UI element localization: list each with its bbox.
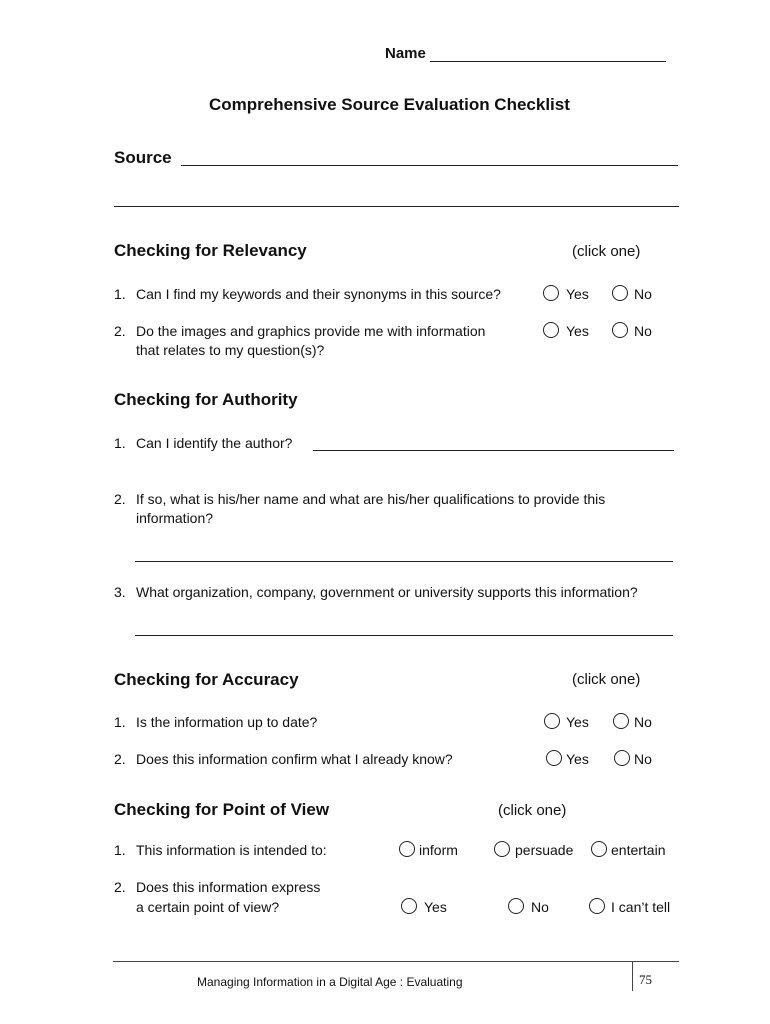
pov-q2-text-line2: a certain point of view? [136, 899, 280, 915]
accuracy-q2-text: Does this information confirm what I already know? [136, 751, 453, 767]
relevancy-q2-yes-label[interactable]: Yes [566, 323, 589, 339]
relevancy-q1-yes-radio[interactable] [543, 285, 559, 301]
accuracy-q1-text: Is the information up to date? [136, 714, 318, 730]
page-number: 75 [639, 972, 652, 987]
point-of-view-heading: Checking for Point of View [114, 800, 330, 819]
source-field-line-1[interactable] [181, 165, 678, 166]
pov-q1-inform-label[interactable]: inform [419, 842, 458, 858]
page-title: Comprehensive Source Evaluation Checklist [209, 95, 570, 114]
relevancy-heading: Checking for Relevancy [114, 241, 307, 260]
pov-q2-text-line1: Does this information express [136, 879, 321, 895]
relevancy-q2-no-label[interactable]: No [634, 323, 652, 339]
pov-q1-entertain-label[interactable]: entertain [611, 842, 666, 858]
footer-text: Managing Information in a Digital Age : Evaluating [197, 975, 463, 989]
relevancy-q2-number: 2. [114, 323, 126, 339]
name-label: Name [385, 45, 426, 62]
pov-q1-number: 1. [114, 842, 126, 858]
footer-divider [113, 961, 679, 962]
authority-heading: Checking for Authority [114, 390, 298, 409]
accuracy-q1-yes-radio[interactable] [544, 713, 560, 729]
pov-q2-no-label[interactable]: No [531, 899, 549, 915]
accuracy-q1-yes-label[interactable]: Yes [566, 714, 589, 730]
author-field[interactable] [313, 450, 674, 451]
organization-field[interactable] [135, 635, 673, 636]
relevancy-q2-text-line1: Do the images and graphics provide me with information [136, 323, 486, 339]
relevancy-q1-number: 1. [114, 286, 126, 302]
pov-q1-text: This information is intended to: [136, 842, 327, 858]
pov-q1-persuade-label[interactable]: persuade [515, 842, 574, 858]
relevancy-q1-yes-label[interactable]: Yes [566, 286, 589, 302]
relevancy-q2-yes-radio[interactable] [543, 322, 559, 338]
authority-q3-number: 3. [114, 584, 126, 600]
pov-q2-no-radio[interactable] [508, 898, 524, 914]
name-field[interactable] [430, 61, 666, 62]
source-label: Source [114, 148, 172, 167]
qualifications-field[interactable] [135, 561, 673, 562]
authority-q2-text-line2: information? [136, 510, 214, 526]
pov-q1-persuade-radio[interactable] [494, 841, 510, 857]
accuracy-q1-no-radio[interactable] [613, 713, 629, 729]
accuracy-q1-no-label[interactable]: No [634, 714, 652, 730]
source-field-line-2[interactable] [114, 206, 679, 207]
accuracy-q2-number: 2. [114, 751, 126, 767]
relevancy-q2-no-radio[interactable] [612, 322, 628, 338]
relevancy-q1-text: Can I find my keywords and their synonyms in this source? [136, 286, 501, 302]
authority-q2-text-line1: If so, what is his/her name and what are his/her qualifications to provide this [136, 491, 606, 507]
pov-q1-entertain-radio[interactable] [591, 841, 607, 857]
relevancy-q1-no-label[interactable]: No [634, 286, 652, 302]
authority-q3-text: What organization, company, government or university supports this information? [136, 584, 638, 600]
accuracy-q2-yes-label[interactable]: Yes [566, 751, 589, 767]
footer-page-divider [632, 961, 633, 991]
relevancy-hint: (click one) [572, 243, 641, 260]
relevancy-q2-text-line2: that relates to my question(s)? [136, 342, 325, 358]
authority-q2-number: 2. [114, 491, 126, 507]
relevancy-q1-no-radio[interactable] [612, 285, 628, 301]
pov-q1-inform-radio[interactable] [399, 841, 415, 857]
pov-q2-yes-radio[interactable] [401, 898, 417, 914]
pov-q2-cant-tell-label[interactable]: I can’t tell [611, 899, 671, 915]
pov-q2-yes-label[interactable]: Yes [424, 899, 447, 915]
pov-q2-number: 2. [114, 879, 126, 895]
accuracy-q2-no-label[interactable]: No [634, 751, 652, 767]
authority-q1-text: Can I identify the author? [136, 435, 293, 451]
accuracy-hint: (click one) [572, 671, 641, 688]
point-of-view-hint: (click one) [498, 802, 567, 819]
accuracy-q1-number: 1. [114, 714, 126, 730]
accuracy-q2-no-radio[interactable] [614, 750, 630, 766]
accuracy-q2-yes-radio[interactable] [546, 750, 562, 766]
authority-q1-number: 1. [114, 435, 126, 451]
accuracy-heading: Checking for Accuracy [114, 670, 299, 689]
pov-q2-cant-tell-radio[interactable] [589, 898, 605, 914]
